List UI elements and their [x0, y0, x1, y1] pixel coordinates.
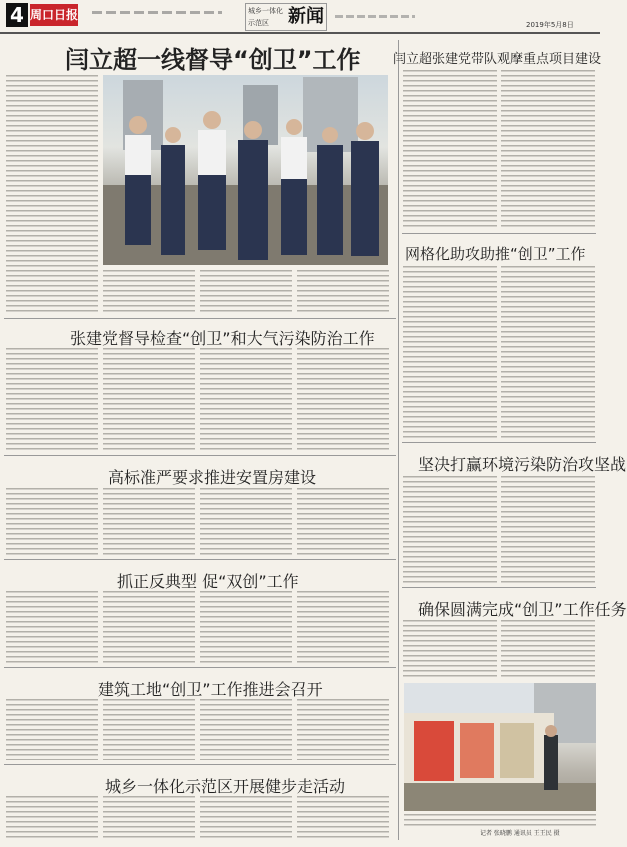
rule-left-4	[4, 667, 396, 668]
left2-headline: 张建党督导检查“创卫”和大气污染防治工作	[70, 329, 375, 348]
left5-headline: 建筑工地“创卫”工作推进会召开	[98, 680, 323, 699]
left2-text-b	[103, 348, 195, 451]
rule-left-1	[4, 318, 396, 319]
right2-headline: 网格化助攻助推“创卫”工作	[405, 245, 586, 263]
right4-text-a	[403, 620, 497, 678]
left6-text-a	[6, 796, 98, 840]
main-article-text-col3	[200, 270, 292, 315]
header-date: 2019年5月8日	[526, 21, 574, 29]
main-headline: 闫立超一线督导“创卫”工作	[65, 46, 361, 74]
left4-headline: 抓正反典型 促“双创”工作	[117, 572, 299, 591]
left3-headline: 高标准严要求推进安置房建设	[108, 468, 317, 487]
rule-left-5	[4, 764, 396, 765]
rule-left-2	[4, 455, 396, 456]
left6-text-c	[200, 796, 292, 840]
left5-text-d	[297, 699, 389, 760]
left3-text-b	[103, 488, 195, 555]
wall-photo-credit: 记者 张晓鹏 通讯员 王王民 摄	[480, 830, 560, 837]
right4-text-b	[501, 620, 595, 678]
section-name: 新闻	[288, 6, 324, 27]
left4-text-d	[297, 591, 389, 663]
left2-text-c	[200, 348, 292, 451]
wall-photo	[404, 683, 596, 811]
column-rule-right	[398, 40, 399, 840]
section-line2: 示范区	[248, 19, 269, 27]
left4-text-b	[103, 591, 195, 663]
main-article-text-col1	[6, 75, 98, 315]
left4-text-a	[6, 591, 98, 663]
right1-text-b	[501, 70, 595, 230]
right3-headline: 坚决打赢环境污染防治攻坚战	[418, 455, 627, 474]
left5-text-a	[6, 699, 98, 760]
wall-photo-caption-text	[404, 814, 596, 826]
right3-text-a	[403, 476, 497, 584]
header-info	[92, 8, 232, 14]
page-number: 4	[6, 3, 28, 27]
left2-text-a	[6, 348, 98, 451]
rule-right-3	[402, 587, 596, 588]
left5-text-b	[103, 699, 195, 760]
main-photo	[103, 75, 388, 265]
right3-text-b	[501, 476, 595, 584]
header-email-line	[335, 15, 415, 18]
main-article-text-col4	[297, 270, 389, 315]
left3-text-c	[200, 488, 292, 555]
right1-headline: 闫立超张建党带队观摩重点项目建设	[393, 52, 602, 67]
left6-text-d	[297, 796, 389, 840]
right1-text-a	[403, 70, 497, 230]
rule-left-3	[4, 559, 396, 560]
right2-text-b	[501, 266, 595, 438]
section-box	[245, 3, 327, 31]
header-rule	[0, 32, 600, 34]
main-article-text-col2	[103, 270, 195, 315]
left2-text-d	[297, 348, 389, 451]
left3-text-d	[297, 488, 389, 555]
left6-text-b	[103, 796, 195, 840]
right2-text-a	[403, 266, 497, 438]
right4-headline: 确保圆满完成“创卫”工作任务	[418, 600, 627, 619]
left6-headline: 城乡一体化示范区开展健步走活动	[105, 777, 346, 796]
masthead-logo: 周口日报	[30, 4, 78, 26]
left3-text-a	[6, 488, 98, 555]
section-line1: 城乡一体化	[248, 7, 283, 15]
left4-text-c	[200, 591, 292, 663]
left5-text-c	[200, 699, 292, 760]
rule-right-2	[402, 442, 596, 443]
rule-right-1	[402, 233, 596, 234]
